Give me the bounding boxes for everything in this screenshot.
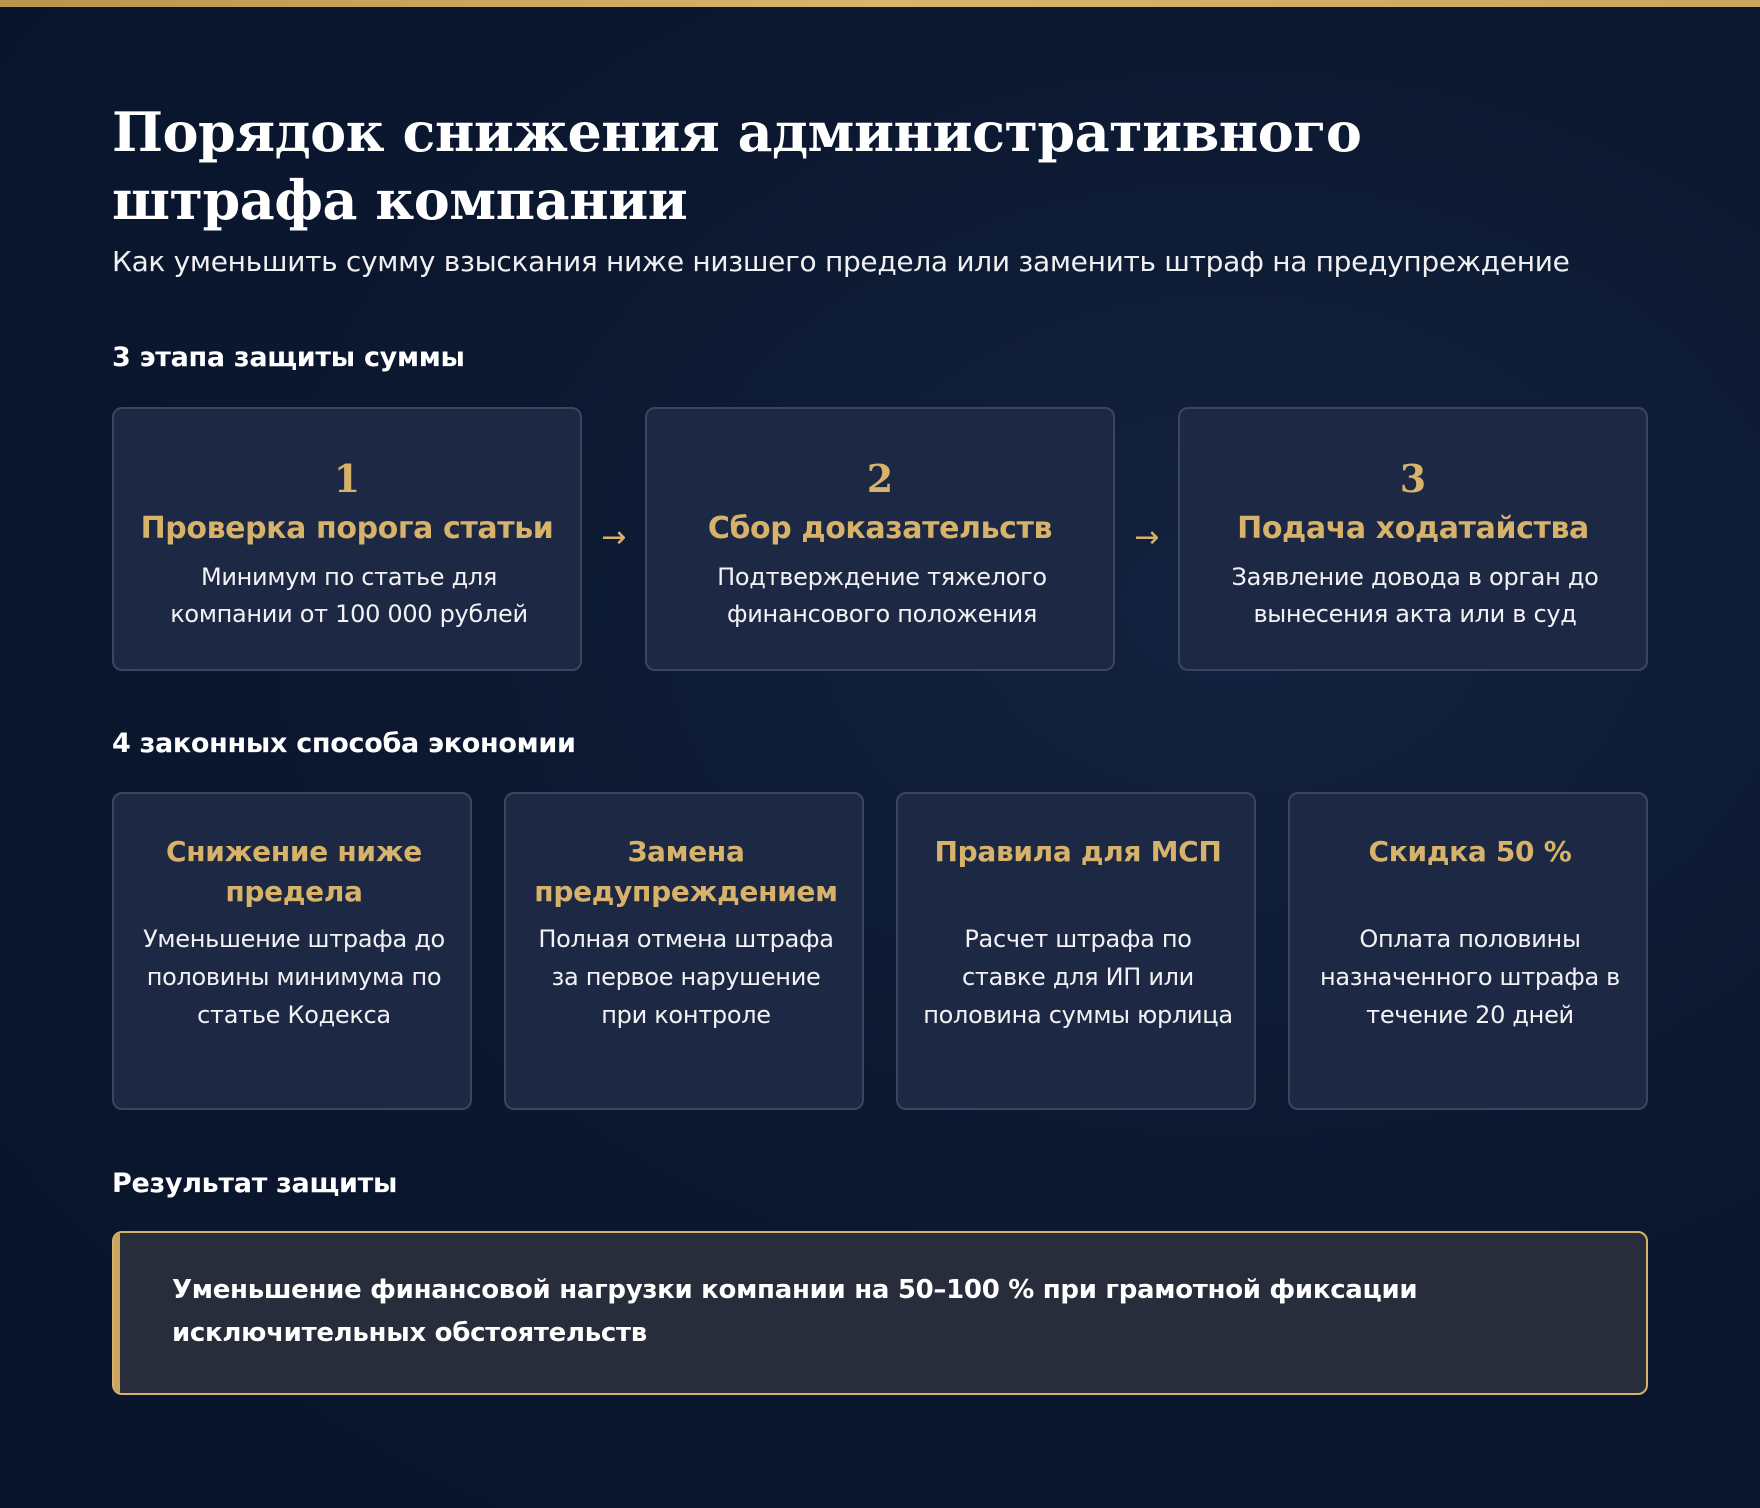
page-subtitle: Как уменьшить сумму взыскания ниже низшего предела или заменить штраф на предупреждение [112,245,1570,278]
way-description: Полная отмена штрафа за первое нарушение при контроле [538,925,834,1029]
step-card-3 [1178,407,1648,671]
step-title: Подача ходатайства [1237,511,1589,546]
step-description: Минимум по статье для компании от 100 000 рублей [170,563,528,628]
way-title: Снижение ниже предела [166,835,422,908]
top-accent-bar [0,0,1760,7]
way-description: Расчет штрафа по ставке для ИП или половина суммы юрлица [923,925,1233,1029]
way-card-3 [896,792,1256,1110]
result-section-title: Результат защиты [112,1168,398,1199]
step-title: Сбор доказательств [707,511,1053,546]
way-title: Замена предупреждением [534,835,838,908]
way-title: Правила для МСП [934,835,1222,868]
ways-section-title: 4 законных способа экономии [112,728,576,759]
arrow-right-icon: → [1134,520,1160,555]
page-title: Порядок снижения административного штрафа компании [112,100,1362,232]
step-description: Подтверждение тяжелого финансового положения [717,563,1047,628]
steps-section-title: 3 этапа защиты суммы [112,342,465,373]
ways-row [112,792,1648,1110]
step-number: 2 [866,456,894,501]
way-description: Оплата половины назначенного штрафа в течение 20 дней [1319,925,1621,1029]
way-description: Уменьшение штрафа до половины минимума по статье Кодекса [143,925,445,1029]
way-card-1 [112,792,472,1110]
result-callout [112,1231,1648,1395]
arrow-right-icon: → [601,520,627,555]
way-title: Скидка 50 % [1368,835,1572,868]
step-card-2 [645,407,1115,671]
steps-row [112,407,1648,671]
way-card-2 [504,792,864,1110]
step-number: 1 [333,456,361,501]
step-number: 3 [1399,456,1427,501]
result-accent-bar [114,1233,120,1393]
way-card-4 [1288,792,1648,1110]
step-description: Заявление довода в орган до вынесения акта или в суд [1231,563,1599,628]
step-card-1 [112,407,582,671]
step-title: Проверка порога статьи [140,511,554,546]
result-text: Уменьшение финансовой нагрузки компании на 50–100 % при грамотной фиксации исключительных обстоятельств [172,1275,1418,1348]
